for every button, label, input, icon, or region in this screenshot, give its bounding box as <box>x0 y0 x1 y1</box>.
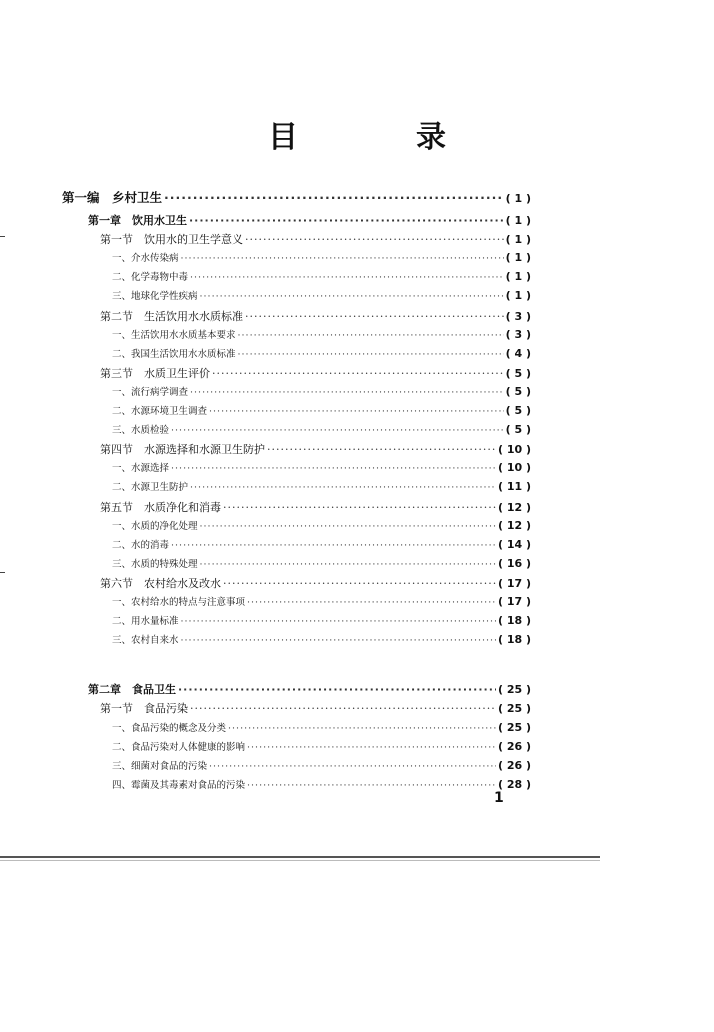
toc-entry-label: 一、生活饮用水水质基本要求 <box>112 329 236 341</box>
toc-entry-page: ( 5 ) <box>505 366 531 380</box>
toc-entry-label: 二、食品污染对人体健康的影响 <box>112 741 246 753</box>
toc-entry-page: ( 17 ) <box>497 595 531 608</box>
toc-entry <box>112 288 531 308</box>
toc-entry <box>100 575 531 595</box>
toc-entry-label: 一、介水传染病 <box>112 253 179 265</box>
toc-entry <box>112 739 531 759</box>
toc-entry-page: ( 1 ) <box>505 270 531 284</box>
toc-entry-page: ( 14 ) <box>497 537 531 551</box>
toc-entry-label: 二、水源卫生防护 <box>112 482 189 494</box>
toc-entry-label: 第五节 水质净化和消毒 <box>100 500 221 514</box>
toc-leader-dots <box>171 463 496 474</box>
toc-entry-label: 三、细菌对食品的污染 <box>112 760 208 772</box>
toc-entry-label: 第一节 食品污染 <box>100 702 188 716</box>
toc-entry-label: 二、化学毒物中毒 <box>112 272 189 284</box>
toc-entry-page: ( 10 ) <box>497 443 531 457</box>
toc-entry <box>88 212 531 232</box>
toc-leader-dots <box>189 214 504 227</box>
footer-rule-thin <box>0 860 600 861</box>
toc-entry-label: 一、水源选择 <box>112 463 170 475</box>
toc-entry-page: ( 1 ) <box>505 251 531 265</box>
toc-entry <box>112 460 531 480</box>
toc-leader-dots <box>200 559 496 570</box>
toc-leader-dots <box>171 540 496 551</box>
toc-leader-dots <box>209 761 496 772</box>
toc-entry <box>112 403 531 423</box>
toc-entry <box>112 720 531 740</box>
toc-leader-dots <box>190 482 496 493</box>
toc-entry-label: 第二节 生活饮用水水质标准 <box>100 309 243 323</box>
toc-entry <box>100 700 531 720</box>
toc-entry-page: ( 25 ) <box>497 702 531 716</box>
toc-entry-label: 一、农村给水的特点与注意事项 <box>112 597 246 608</box>
toc-leader-dots <box>181 635 496 646</box>
toc-entry-label: 第二章 食品卫生 <box>88 683 176 697</box>
toc-entry-label: 二、我国生活饮用水水质标准 <box>112 348 236 360</box>
toc-leader-dots <box>181 616 496 627</box>
toc-leader-dots <box>223 577 496 590</box>
toc-entry <box>112 777 531 797</box>
toc-leader-dots <box>247 597 496 608</box>
toc-entry-page: ( 12 ) <box>497 500 531 514</box>
toc-entry-page: ( 5 ) <box>505 404 531 417</box>
toc-entry <box>112 556 531 576</box>
toc-entry <box>112 384 531 404</box>
toc-entry <box>112 518 531 538</box>
toc-entry-label: 一、水质的净化处理 <box>112 520 198 532</box>
toc-entry-label: 二、水的消毒 <box>112 539 170 551</box>
margin-tick <box>0 236 5 237</box>
toc-entry-page: ( 25 ) <box>497 683 531 697</box>
toc-leader-dots <box>190 387 504 398</box>
toc-entry-page: ( 17 ) <box>497 576 531 590</box>
toc-entry <box>100 308 531 328</box>
toc-entry <box>112 346 531 366</box>
toc-entry-label: 一、流行病学调查 <box>112 386 189 398</box>
toc-entry-label: 二、用水量标准 <box>112 616 179 628</box>
page-number: 1 <box>494 790 504 806</box>
toc-entry-label: 三、水质检验 <box>112 425 170 437</box>
toc-entry-page: ( 5 ) <box>505 384 531 398</box>
toc-entry <box>112 269 531 289</box>
toc-entry <box>112 479 531 499</box>
toc-entry <box>100 231 531 251</box>
toc-entry-page: ( 28 ) <box>497 777 531 791</box>
toc-leader-dots <box>178 683 496 696</box>
toc-entry-page: ( 26 ) <box>497 739 531 753</box>
toc-leader-dots <box>238 330 504 341</box>
toc-leader-dots <box>181 253 504 264</box>
toc-entry <box>112 594 531 614</box>
toc-entry-label: 四、霉菌及其毒素对食品的污染 <box>112 779 246 791</box>
toc-entry-label: 三、农村自来水 <box>112 635 179 647</box>
toc-entry <box>112 422 531 442</box>
toc-entry-page: ( 1 ) <box>505 233 531 247</box>
page-title: 目 录 <box>268 120 490 155</box>
toc-entry <box>112 537 531 557</box>
toc-leader-dots <box>247 742 496 753</box>
toc-entry <box>112 250 531 270</box>
toc-leader-dots <box>247 780 496 791</box>
toc-entry-label: 一、食品污染的概念及分类 <box>112 722 227 734</box>
toc-leader-dots <box>228 723 496 734</box>
toc-leader-dots <box>190 702 496 715</box>
toc-leader-dots <box>171 425 504 436</box>
toc-entry-page: ( 26 ) <box>497 758 531 772</box>
toc-leader-dots <box>164 190 504 205</box>
toc-leader-dots <box>238 349 504 360</box>
toc-entry-page: ( 11 ) <box>497 480 531 494</box>
toc-entry-page: ( 18 ) <box>497 633 531 647</box>
toc-entry-label: 二、水源环境卫生调查 <box>112 406 208 417</box>
toc-entry <box>112 613 531 633</box>
toc-entry-label: 三、地球化学性疾病 <box>112 291 198 303</box>
toc-entry-page: ( 3 ) <box>505 327 531 341</box>
toc-entry-label: 第一章 饮用水卫生 <box>88 214 187 227</box>
toc-entry <box>62 188 531 208</box>
toc-entry <box>112 327 531 347</box>
toc-leader-dots <box>245 233 504 246</box>
toc-entry-page: ( 12 ) <box>497 518 531 532</box>
toc-entry-label: 第一编 乡村卫生 <box>62 190 163 205</box>
toc-entry-page: ( 18 ) <box>497 614 531 628</box>
toc-entry-label: 第一节 饮用水的卫生学意义 <box>100 233 243 247</box>
toc-entry-page: ( 1 ) <box>505 192 531 205</box>
toc-entry-page: ( 25 ) <box>497 720 531 734</box>
toc-leader-dots <box>267 443 496 456</box>
toc-entry-label: 三、水质的特殊处理 <box>112 558 198 570</box>
toc-entry-page: ( 4 ) <box>505 346 531 360</box>
toc-leader-dots <box>190 272 504 283</box>
toc-entry-page: ( 10 ) <box>497 461 531 475</box>
toc-entry <box>112 632 531 652</box>
toc-entry-page: ( 1 ) <box>505 289 531 303</box>
footer-rule <box>0 856 600 858</box>
toc-leader-dots <box>212 367 504 380</box>
toc-entry-label: 第三节 水质卫生评价 <box>100 366 210 380</box>
toc-entry-page: ( 1 ) <box>505 214 531 227</box>
toc-leader-dots <box>200 291 504 302</box>
margin-tick <box>0 572 5 573</box>
toc-entry <box>88 681 531 701</box>
toc-leader-dots <box>209 406 504 417</box>
toc-entry <box>112 758 531 778</box>
toc-entry-page: ( 5 ) <box>505 423 531 437</box>
toc-leader-dots <box>245 310 504 323</box>
toc-entry-label: 第六节 农村给水及改水 <box>100 576 221 590</box>
toc-entry <box>100 499 531 519</box>
toc-entry <box>100 441 531 461</box>
toc-leader-dots <box>200 521 496 532</box>
toc-entry <box>100 365 531 385</box>
toc-entry-label: 第四节 水源选择和水源卫生防护 <box>100 443 265 457</box>
toc-leader-dots <box>223 501 496 514</box>
toc-entry-page: ( 16 ) <box>497 556 531 570</box>
toc-entry-page: ( 3 ) <box>505 309 531 323</box>
